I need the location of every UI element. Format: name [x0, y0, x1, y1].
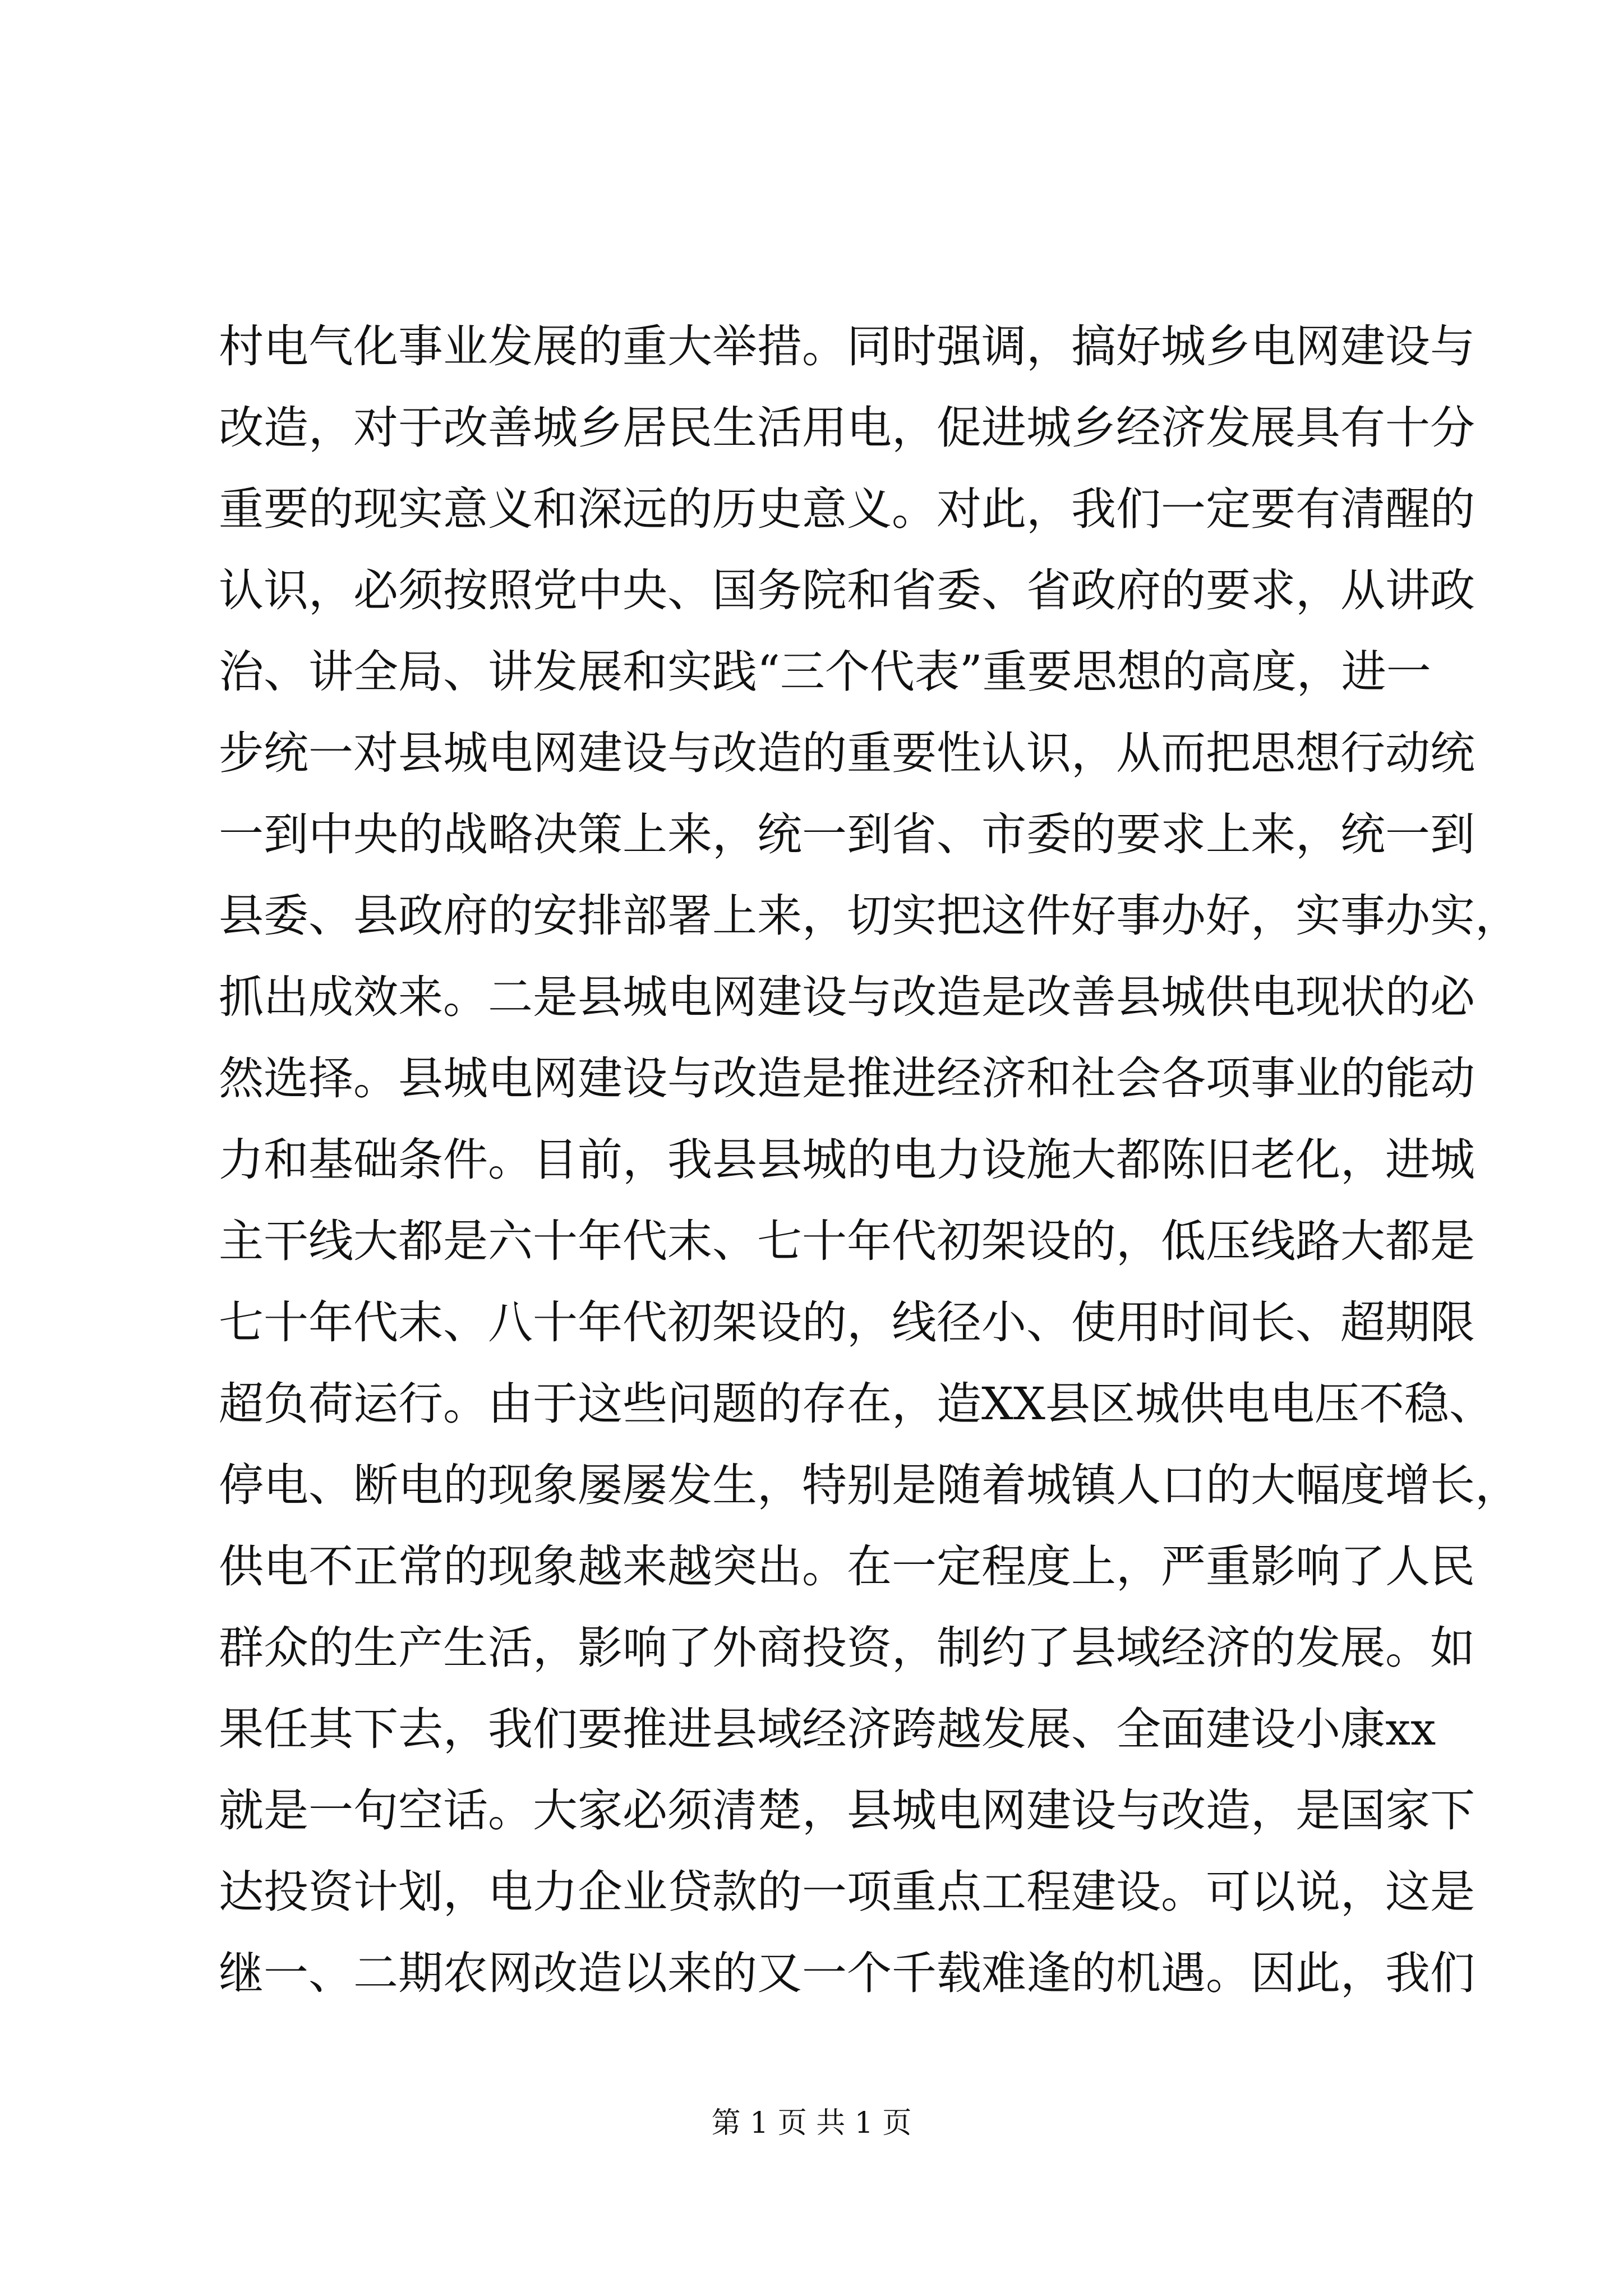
text-line: 村电气化事业发展的重大举措。同时强调，搞好城乡电网建设与 — [219, 320, 1475, 372]
text-line: 继一、二期农网改造以来的又一个千载难逢的机遇。因此，我们 — [219, 1947, 1475, 1999]
text-line: 主干线大都是六十年代末、七十年代初架设的，低压线路大都是 — [219, 1215, 1475, 1267]
text-line: 县委、县政府的安排部署上来，切实把这件好事办好，实事办实， — [219, 890, 1520, 942]
text-line: 超负荷运行。由于这些问题的存在，造XX县区城供电电压不稳、 — [219, 1378, 1494, 1430]
text-line: 一到中央的战略决策上来，统一到省、市委的要求上来，统一到 — [219, 808, 1475, 861]
text-line: 七十年代末、八十年代初架设的，线径小、使用时间长、超期限 — [219, 1296, 1475, 1349]
text-line: 重要的现实意义和深远的历史意义。对此，我们一定要有清醒的 — [219, 483, 1475, 535]
text-line: 然选择。县城电网建设与改造是推进经济和社会各项事业的能动 — [219, 1052, 1475, 1105]
text-line: 力和基础条件。目前，我县县城的电力设施大都陈旧老化，进城 — [219, 1134, 1475, 1186]
text-line: 就是一句空话。大家必须清楚，县城电网建设与改造，是国家下 — [219, 1784, 1475, 1837]
page-number-label: 第 1 页 共 1 页 — [711, 2106, 912, 2140]
body-text — [219, 306, 1520, 2014]
text-line: 治、讲全局、讲发展和实践“三个代表”重要思想的高度，进一 — [219, 646, 1431, 698]
text-line: 步统一对县城电网建设与改造的重要性认识，从而把思想行动统 — [219, 727, 1475, 779]
text-line: 群众的生产生活，影响了外商投资，制约了县域经济的发展。如 — [219, 1622, 1475, 1674]
page-footer — [0, 2104, 1623, 2143]
text-line: 认识，必须按照党中央、国务院和省委、省政府的要求，从讲政 — [219, 564, 1475, 616]
text-line: 供电不正常的现象越来越突出。在一定程度上，严重影响了人民 — [219, 1540, 1475, 1593]
text-line: 果任其下去，我们要推进县域经济跨越发展、全面建设小康xx — [219, 1703, 1436, 1755]
text-line: 改造，对于改善城乡居民生活用电，促进城乡经济发展具有十分 — [219, 402, 1475, 454]
text-line: 达投资计划，电力企业贷款的一项重点工程建设。可以说，这是 — [219, 1866, 1475, 1918]
text-line: 抓出成效来。二是县城电网建设与改造是改善县城供电现状的必 — [219, 971, 1475, 1023]
text-line: 停电、断电的现象屡屡发生，特别是随着城镇人口的大幅度增长， — [219, 1459, 1520, 1511]
